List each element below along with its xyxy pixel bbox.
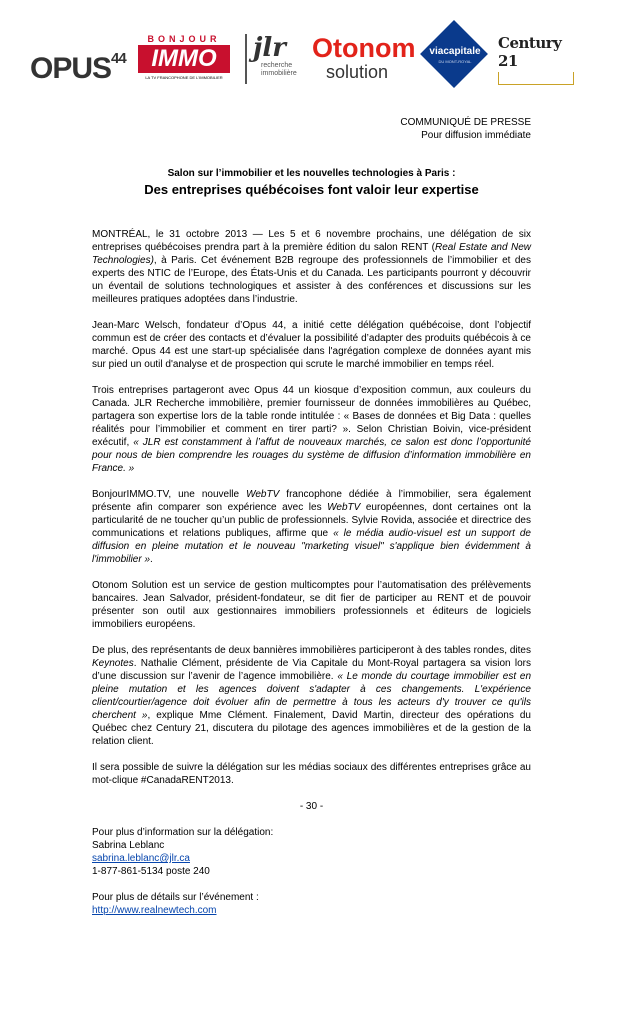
paragraph-4: BonjourIMMO.TV, une nouvelle WebTV francophone dédiée à l’immobilier, sera également présente afin comparer son expérience avec les WebTV européennes, dont certaines ont la particularité de ne toucher qu’un public de professionnels. Sylvie Rovida, associée et directrice des communications et relations publiques, affirme que « le média audio-visuel est un support de diffusion en pleine mutation et le nouveau "marketing visuel" s'applique bien évidemment à l'immobilier ». (92, 489, 531, 565)
end-mark: - 30 - (299, 801, 324, 812)
paragraph-6: De plus, des représentants de deux bannières immobilières participeront à des tables rondes, dites Keynotes. Nathalie Clément, présidente de Via Capitale du Mont-Royal partagera sa vision lors d’une discussion sur l’avenir de l’agence immobilière. « Le monde du courtage immobilier est en pleine mutation et les agences doivent s'adapter à ces changements. L'expérience client/courtier/agence doit évoluer afin de permettre à tous les acteurs d'y trouver ce qu'ils cherchent », explique Mme Clément. Finalement, David Martin, directeur des opérations du Québec chez Century 21, discutera du pilotage des agences immobilières et de la gestion de la relation client. (92, 645, 531, 747)
century21-logo-name: Century 21 (498, 34, 562, 70)
contact-intro: Pour plus d’information sur la délégation: (92, 827, 274, 838)
contact-phone: 1-877-861-5134 poste 240 (92, 866, 210, 877)
opus44-logo (30, 52, 126, 86)
century21-logo (498, 34, 580, 85)
opus44-logo-number: 44 (111, 50, 126, 67)
bonjourimmo-logo-main: IMMO (138, 45, 230, 73)
event-url-link[interactable]: http://www.realnewtech.com (92, 905, 217, 916)
century21-house-shape (498, 72, 574, 85)
contact-email-link[interactable]: sabrina.leblanc@jlr.ca (92, 853, 190, 864)
paragraph-7: Il sera possible de suivre la délégation sur les médias sociaux des différentes entreprises grâce au mot-clique #CanadaRENT2013. (92, 762, 531, 786)
contact-block (92, 826, 531, 917)
press-release-header (400, 116, 531, 142)
bonjourimmo-logo-top: BONJOUR (147, 34, 221, 44)
jlr-logo-sub2: immobilière (261, 70, 297, 77)
viacapitale-logo-name: viacapitale (429, 46, 481, 57)
press-release-label: COMMUNIQUÉ DE PRESSE (400, 117, 531, 128)
body-text (92, 228, 531, 917)
viacapitale-logo-sub: DU MONT-ROYAL (438, 59, 472, 64)
jlr-logo-sub1: recherche (261, 62, 293, 69)
bonjourimmo-logo (138, 34, 230, 80)
release-note: Pour diffusion immédiate (421, 130, 531, 141)
paragraph-3: Trois entreprises partageront avec Opus 44 un kiosque d’exposition commun, aux couleurs du Canada. JLR Recherche immobilière, premier fournisseur de données immobilières au Québec, partagera son expertise lors de la table ronde intitulée : « Bases de données et Big Data : quelles réalités pour l’immobilier et comment en tirer parti? ». Selon Christian Boivin, vice-président exécutif, « JLR est constamment à l’affut de nouveaux marchés, ce salon est donc l’opportunité pour nous de bien comprendre les rouages du système de diffusion d’information immobilière en France. » (92, 385, 531, 474)
viacapitale-logo (422, 22, 488, 88)
event-intro: Pour plus de détails sur l’événement : (92, 892, 259, 903)
document-subtitle: Salon sur l’immobilier et les nouvelles technologies à Paris : (167, 168, 456, 179)
logo-band (30, 22, 600, 102)
document-title: Des entreprises québécoises font valoir leur expertise (144, 182, 479, 197)
jlr-logo (245, 34, 303, 84)
bonjourimmo-logo-tagline: LA TV FRANCOPHONE DE L'IMMOBILIER (145, 75, 223, 80)
paragraph-2: Jean-Marc Welsch, fondateur d’Opus 44, a initié cette délégation québécoise, dont l’objectif commun est de créer des contacts et d’évaluer la possibilité d’adapter des produits québécois à ce marché. Opus 44 est une start-up spécialisée dans l'agrégation complexe de données ayant mis sur pied un outil d'analyse et de prospection qui scrute le marché immobilier en temps réel. (92, 320, 531, 370)
paragraph-1: MONTRÉAL, le 31 octobre 2013 — Les 5 et 6 novembre prochains, une délégation de six entreprises québécoises prendra part à la première édition du salon RENT (Real Estate and New Technologies), à Paris. Cet événement B2B regroupe des professionnels de l’immobilier et des experts des NTIC de l’Europe, des États-Unis et du Canada. Les participants pourront y découvrir un éventail de solutions technologiques et assister à des conférences et discussions sur les meilleures pratiques adoptées dans l’industrie. (92, 229, 531, 305)
otonom-logo-name: Otonom (312, 33, 416, 63)
jlr-logo-mark: jlr (253, 33, 286, 63)
opus44-logo-name: OPUS (30, 52, 112, 85)
otonom-logo (312, 34, 422, 82)
contact-name: Sabrina Leblanc (92, 840, 165, 851)
otonom-logo-sub: solution (326, 62, 389, 82)
paragraph-5: Otonom Solution est un service de gestion multicomptes pour l’automatisation des prélèvements bancaires. Jean Salvador, président-fondateur, se dit fier de participer au RENT et de pouvoir présenter son outil aux gestionnaires immobiliers professionnels et éditeurs de logiciels immobiliers européens. (92, 580, 531, 630)
